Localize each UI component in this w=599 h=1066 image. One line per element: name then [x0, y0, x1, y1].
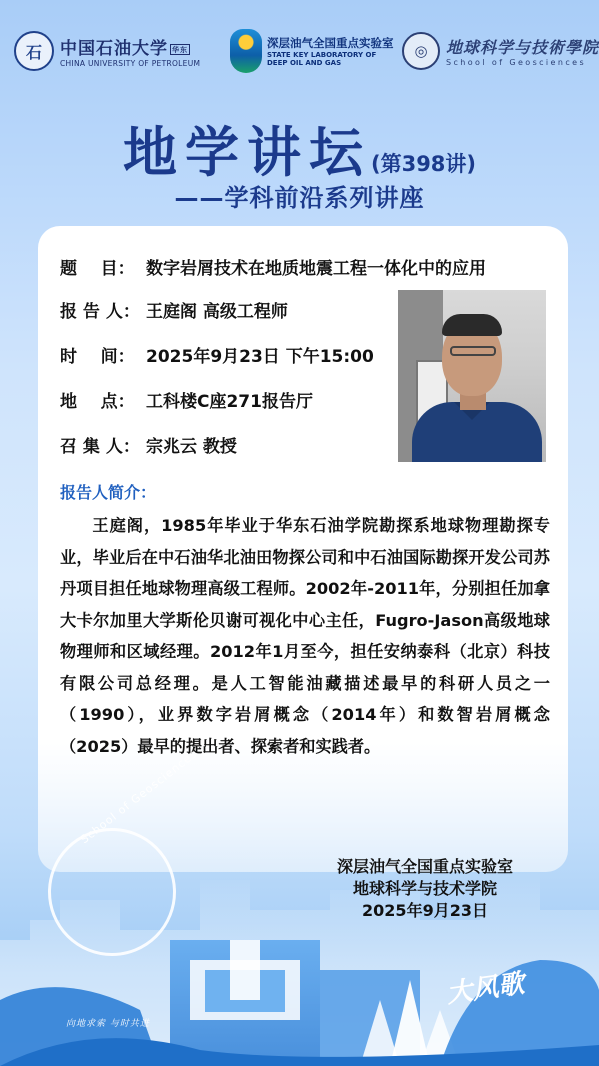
info-value: 2025年9月23日 下午15:00: [146, 347, 374, 367]
geo-name-en: School of Geosciences: [446, 58, 587, 67]
lab-name-cn: 深层油气全国重点实验室: [267, 36, 394, 50]
bio-text: 王庭阁，1985年毕业于华东石油学院勘探系地球物理勘探专业，毕业后在中石油华北油田物探公司和中石油国际勘探开发公司苏丹项目担任地球物理高级工程师。2002年-2011年，分别担任加拿大卡尔加里大学斯伦贝谢可视化中心主任，Fugro-Jason高级地球物理师和区域经理。2012年1月至今，担任安纳泰科（北京）科技有限公司总经理。是人工智能油藏描述最早的科研人员之一（1990），业界数字岩屑概念（2014年）和数智岩屑概念（2025）最早的提出者、探索者和实践者。: [60, 516, 550, 756]
lab-name-en-2: DEEP OIL AND GAS: [267, 59, 342, 67]
bio-heading: 报告人简介：: [60, 483, 157, 502]
info-row-location: [60, 387, 313, 412]
upc-logo: [14, 22, 200, 80]
geo-seal-icon: ◎: [402, 32, 440, 70]
info-row-speaker: [60, 297, 288, 322]
speaker-photo: [398, 290, 546, 462]
info-label: 地 点：: [60, 392, 135, 412]
title-main: 地学讲坛: [122, 121, 371, 184]
geo-logo: [402, 22, 599, 80]
school-badge-text: School of Geosciences: [78, 747, 200, 847]
slogan-text: 向地求索 与时共进: [66, 1019, 150, 1029]
title-subtitle: ——学科前沿系列讲座: [174, 184, 425, 212]
lab-name-en-1: STATE KEY LABORATORY OF: [267, 51, 377, 59]
info-value: 王庭阁 高级工程师: [146, 302, 288, 322]
info-value: 工科楼C座271报告厅: [146, 392, 313, 412]
info-row-topic: [60, 254, 486, 279]
info-label: 报 告 人：: [60, 302, 140, 322]
upc-campus-tag: 华东: [172, 44, 188, 54]
upc-seal-icon: 石: [14, 31, 54, 71]
title-session: (第398讲): [370, 152, 477, 176]
upc-name-en: CHINA UNIVERSITY OF PETROLEUM: [60, 59, 201, 68]
header-logos: [14, 22, 599, 80]
poster-title: [0, 110, 599, 187]
info-row-time: [60, 342, 374, 367]
geo-name-cn: 地球科学与技術學院: [446, 38, 599, 57]
upc-name-cn: 中国石油大学 华东: [60, 39, 188, 59]
footer-lab: 深层油气全国重点实验室: [336, 857, 513, 876]
lab-logo: [230, 22, 394, 80]
info-label: 题 目：: [60, 259, 135, 279]
info-label: 时 间：: [60, 347, 135, 367]
footer-school: 地球科学与技术学院: [352, 879, 497, 898]
info-label: 召 集 人：: [60, 437, 140, 457]
info-row-convener: [60, 432, 237, 457]
lab-flame-icon: [230, 29, 262, 73]
organizer-footer: [290, 856, 560, 922]
calligraphy-text: 大风歌: [444, 968, 527, 1010]
info-value: 数字岩屑技术在地质地震工程一体化中的应用: [146, 259, 486, 279]
school-badge-icon: [48, 828, 176, 956]
info-card: [38, 226, 568, 872]
info-value: 宗兆云 教授: [146, 437, 237, 457]
footer-date: 2025年9月23日: [362, 901, 488, 920]
